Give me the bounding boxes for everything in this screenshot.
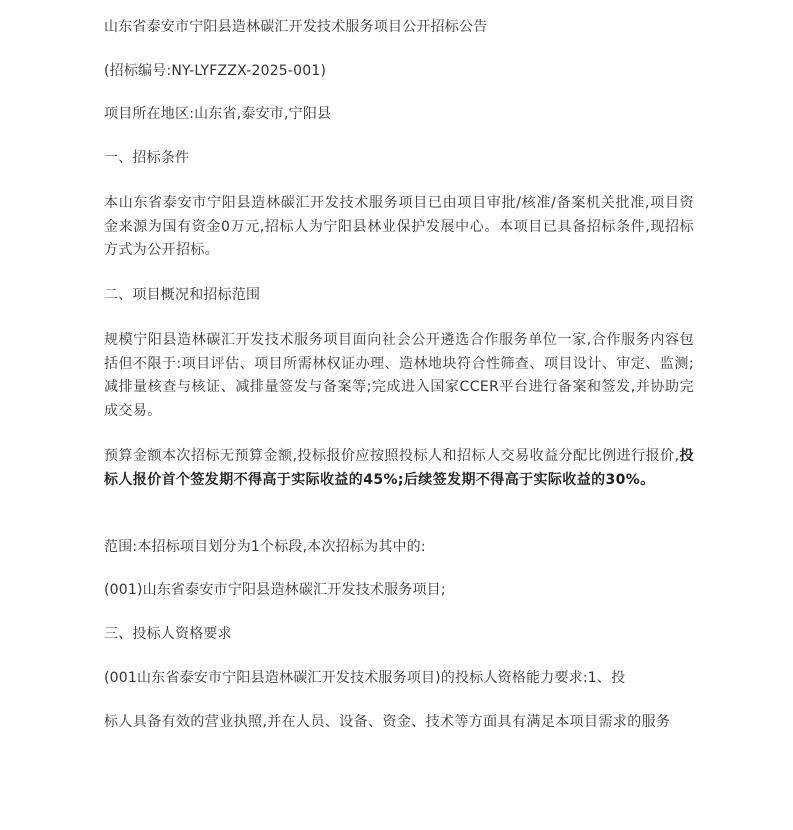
- tender-code: (招标编号:NY-LYFZZX-2025-001): [104, 63, 327, 79]
- document-title: 山东省泰安市宁阳县造林碳汇开发技术服务项目公开招标公告: [104, 19, 488, 35]
- scope-text: 范围:本招标项目划分为1个标段,本次招标为其中的:: [104, 539, 426, 555]
- bid-price-limit: 投标人报价首个签发期不得高于实际收益的45%;后续签发期不得高于实际收益的30%。: [104, 448, 694, 488]
- project-region: 项目所在地区:山东省,泰安市,宁阳县: [104, 106, 332, 122]
- bidding-conditions-body: 本山东省泰安市宁阳县造林碳汇开发技术服务项目已由项目审批/核准/备案机关批准,项目资金来源为国有资金0万元,招标人为宁阳县林业保护发展中心。本项目已具备招标条件,现招标方式为公开招标。: [104, 195, 694, 258]
- budget-paragraph: [104, 445, 694, 492]
- section-heading-project-overview: 二、项目概况和招标范围: [104, 287, 261, 303]
- lot-item: (001)山东省泰安市宁阳县造林碳汇开发技术服务项目;: [104, 582, 446, 598]
- section-heading-bidding-conditions: 一、招标条件: [104, 150, 190, 166]
- section-heading-bidder-qualifications: 三、投标人资格要求: [104, 626, 232, 642]
- qualification-line-1: (001山东省泰安市宁阳县造林碳汇开发技术服务项目)的投标人资格能力要求:1、投: [104, 670, 626, 686]
- project-overview-body: 规模宁阳县造林碳汇开发技术服务项目面向社会公开遴选合作服务单位一家,合作服务内容包括但不限于:项目评估、项目所需林权证办理、造林地块符合性筛查、项目设计、审定、监测;减排量核查与核证、减排量签发与备案等;完成进入国家CCER平台进行备案和签发,并协助完成交易。: [104, 332, 694, 419]
- qualification-line-2: 标人具备有效的营业执照,并在人员、设备、资金、技术等方面具有满足本项目需求的服务: [104, 714, 671, 730]
- budget-text: 预算金额本次招标无预算金额,投标报价应按照投标人和招标人交易收益分配比例进行报价,: [104, 448, 680, 464]
